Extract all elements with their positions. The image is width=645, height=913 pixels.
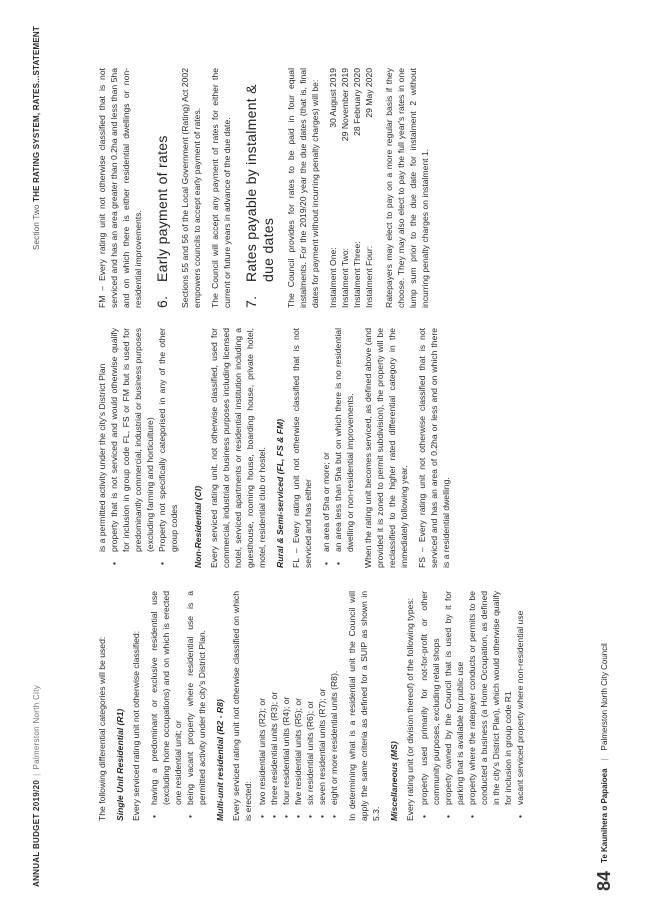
misc-text: Every rating unit (or division thereof) of the following types:: [405, 597, 415, 821]
column-2: [96, 328, 458, 568]
section-title: THE RATING SYSTEM, RATES...STATEMENT: [32, 26, 41, 202]
rural-heading: Rural & Semi-serviced (FL, FS & FM): [275, 419, 285, 568]
instalment-date: 28 February 2020: [352, 68, 362, 136]
misc-list: [418, 591, 526, 821]
org-name: Palmerston North City: [32, 684, 41, 770]
list-item: • vacant serviced property where non-residential use: [514, 591, 526, 821]
misc-cont-first: is a permitted activity under the city's District Plan: [97, 363, 107, 552]
list-item: • having a predominant or exclusive residential use (excluding home occupations) and on which is erected one residential unit; or: [148, 591, 184, 821]
council-name: Palmerston North City Council: [600, 643, 609, 751]
list-item: • an area less than 5ha but on which there is no residential dwelling or non-residential improvements.: [332, 328, 356, 568]
maori-name: Te Kaunihera o Papaioea: [600, 768, 609, 863]
doc-title: ANNUAL BUDGET 2019/20: [32, 779, 41, 887]
list-item: • Property not specifically categorised in any of the other group codes: [156, 328, 180, 568]
fl-text: FL – Every rating unit not otherwise classified that is not serviced and has either: [291, 328, 313, 568]
section-6-title: Early payment of rates: [154, 135, 170, 282]
instalment-date: 29 November 2019: [340, 68, 350, 142]
misc-heading: Miscellaneous (MS): [389, 741, 399, 821]
list-item: • two residential units (R2); or: [256, 591, 268, 821]
list-item: • property used primarily for not-for-profit or other community purposes, excluding retail shops: [418, 591, 442, 821]
section-7-number: 7.: [243, 295, 259, 308]
instalment-date: 30 August 2019: [328, 68, 338, 128]
instalment-label: Instalment One:: [328, 247, 338, 308]
r1-text: Every serviced rating unit not otherwise classified:: [131, 630, 141, 821]
s7-text: The Council provides for rates to be paid in four equal instalments. For the 2019/20 year the due dates (that is, final dates for payment without incurring penalty charges) will be:: [286, 68, 320, 308]
list-item: • property where the ratepayer conducts or permits to be conducted a business (a Home Occupation, as defined in the city's District Plan), which would otherwise qualify for inclusion in group code R1: [466, 591, 514, 821]
list-item: • an area of 5ha or more; or: [320, 328, 332, 568]
section-6-heading: [154, 68, 171, 308]
instalment-row: [351, 68, 363, 308]
footer-separator: |: [600, 758, 609, 761]
footer: [594, 643, 615, 891]
instalment-date: 29 May 2020: [364, 68, 374, 118]
list-item: • eight or more residential units (R8).: [328, 591, 340, 821]
multi-text: Every serviced rating unit not otherwise classified on which is erected:: [231, 591, 253, 821]
s6-text-2: The Council will accept any payment of rates for either the current or future years in advance of the due date.: [210, 68, 232, 308]
fs-text: FS – Every rating unit not otherwise classified that is not serviced and has an area of 0.2ha or less and on which there is a residential dwelling.: [417, 328, 451, 568]
multi-list: [256, 591, 340, 821]
fm-text: FM – Every rating unit not otherwise classified that is not serviced and has an area greater than 0.2ha and less than 5ha and on which there is either residential dwellings or non-residential improvements.: [97, 68, 143, 308]
instalment-label: Instalment Two:: [340, 247, 350, 308]
r1-list: [148, 591, 208, 821]
r1-heading: Single Unit Residential (R1): [115, 708, 125, 821]
ci-text: Every serviced rating unit, not otherwise classified, used for commercial, industrial or business purposes including licensed hotel, serviced apartments or residential institution including a guesthouse, rooming house, boarding house, private hotel, motel, residential club or hostel.: [209, 328, 267, 568]
list-item: • six residential units (R6); or: [304, 591, 316, 821]
list-item: • being vacant property where residential use is a permitted activity under the city's District Plan.: [184, 591, 208, 821]
instalment-row: [327, 68, 339, 308]
list-item: • four residential units (R4); or: [280, 591, 292, 821]
misc-cont-list: [108, 328, 180, 568]
instalment-label: Instalment Four:: [364, 245, 374, 308]
instalment-label: Instalment Three:: [352, 241, 362, 308]
page-number: 84: [594, 870, 614, 891]
ci-heading: Non-Residential (CI): [193, 485, 203, 568]
intro-text: The following differential categories will be used:: [97, 636, 107, 821]
header-left: [32, 685, 41, 887]
multi-heading: Multi-unit residential (R2 - R8): [215, 699, 225, 821]
fl-list: [320, 328, 356, 568]
section-label: Section Two: [32, 204, 41, 251]
header-right: [32, 26, 41, 250]
column-3: [96, 68, 437, 308]
list-item: • seven residential units (R7); or: [316, 591, 328, 821]
subdivision-text: When the rating unit becomes serviced, as defined above (and provided it is zoned to permit subdivision), the property will be reclassified to the higher rated differential category in the immediately following year.: [363, 328, 409, 568]
list-item: • three residential units (R3); or: [268, 591, 280, 821]
list-item: • five residential units (R5); or: [292, 591, 304, 821]
instalment-row: [363, 68, 375, 308]
instalment-row: [339, 68, 351, 308]
list-item: • property that is not serviced and would otherwise qualify for inclusion in group code FL, FS or FM but is used for predominantly commercial, industrial or business purposes (excluding farming and horticulture): [108, 328, 156, 568]
section-6-number: 6.: [154, 295, 170, 308]
list-item: • property owned by the Council that is used by it for parking that is available for public use: [442, 591, 466, 821]
section-7-heading: [243, 68, 277, 308]
s6-text-1: Sections 55 and 56 of the Local Government (Rating) Act 2002 empowers councils to accept early payment of rates.: [180, 68, 202, 308]
section-7-title: Rates payable by instalment & due dates: [243, 84, 276, 282]
determine-text: In determining what is a residential unit the Council will apply the same criteria as defined for a SUIP as shown in 5.3.: [347, 591, 381, 821]
s7-text-2: Ratepayers may elect to pay on a more regular basis if they choose. They may also elect to pay the full year's rates in one lump sum prior to the due date for instalment 2 without incurring penalty charges on instalment 1.: [384, 68, 430, 308]
column-1: [96, 591, 532, 821]
header-separator: |: [32, 773, 41, 776]
instalment-list: [327, 68, 375, 308]
